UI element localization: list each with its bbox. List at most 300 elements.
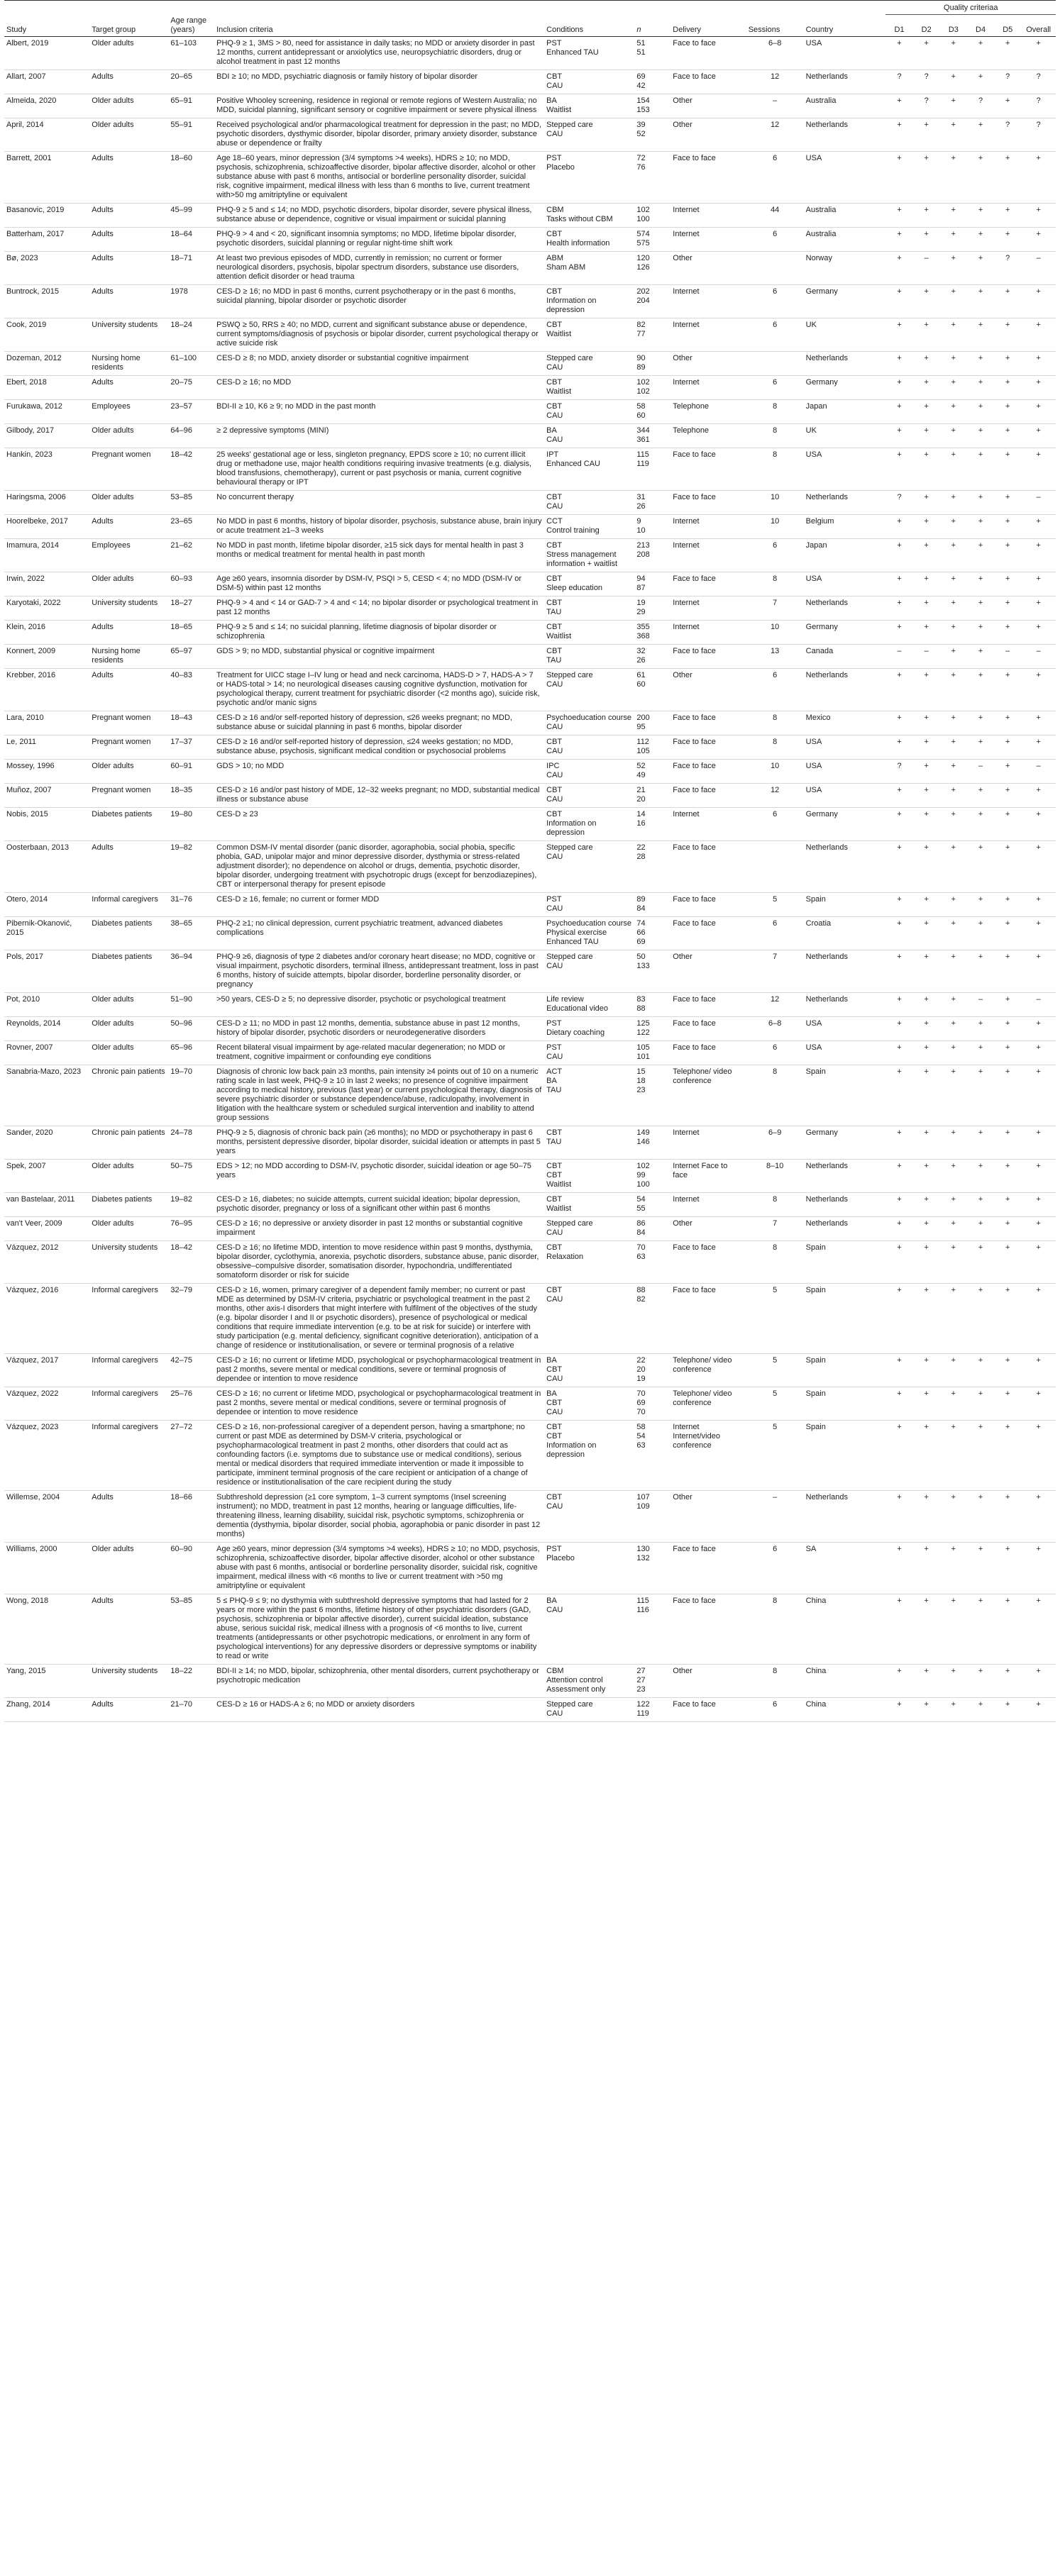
inclusion-criteria-cell: Subthreshold depression (≥1 core symptom, 1–3 current symptoms (Insel screening instrument); no MDD, treatment in past 12 months, hearing or language difficulties, life-threatening illness, learning disability, suicidal risk, psychotic symptoms, schizophrenia or dementia (dysthymia, bipolar disorder, social phobia, agoraphobia or panic disorder in past 12 months) — [214, 1490, 544, 1542]
quality-d3-cell: + — [940, 1490, 967, 1542]
delivery-cell: Telephone/ video conference — [670, 1353, 746, 1387]
age-range-cell: 18–42 — [168, 1240, 214, 1283]
study-cell: Mossey, 1996 — [4, 759, 89, 783]
conditions-cell — [544, 1594, 634, 1664]
condition-item: Stepped care — [546, 353, 593, 362]
age-range-cell: 40–83 — [168, 668, 214, 711]
target-group-cell: Adults — [89, 227, 168, 251]
delivery-cell: Internet — [670, 1126, 746, 1159]
n-value: 87 — [636, 583, 646, 592]
target-group-cell: Informal caregivers — [89, 1420, 168, 1490]
study-cell: Williams, 2000 — [4, 1542, 89, 1594]
quality-d1-cell: + — [885, 36, 912, 70]
target-group-cell: Employees — [89, 399, 168, 423]
conditions-cell — [544, 70, 634, 94]
condition-item: PST — [546, 894, 562, 904]
condition-item: CAU — [546, 722, 563, 731]
quality-overall-cell: ? — [1021, 94, 1056, 118]
n-cell — [634, 251, 670, 284]
target-group-cell: Older adults — [89, 572, 168, 596]
n-value: 58 — [636, 401, 646, 411]
age-range-cell: 61–103 — [168, 36, 214, 70]
age-range-cell: 19–82 — [168, 1192, 214, 1216]
n-value: 39 — [636, 120, 646, 129]
n-value: 32 — [636, 646, 646, 655]
inclusion-criteria-cell: Recent bilateral visual impairment by age-related macular degeneration; no MDD or treatment, cognitive impairment or confounding eye conditions — [214, 1040, 544, 1065]
study-cell: Buntrock, 2015 — [4, 284, 89, 318]
study-cell: Vázquez, 2022 — [4, 1387, 89, 1420]
inclusion-criteria-cell: PSWQ ≥ 50, RRS ≥ 40; no MDD, current and significant substance abuse or dependence, current symptoms/diagnosis of psychosis or bipolar disorder, current psychological therapy or active suicide risk — [214, 318, 544, 351]
target-group-cell: Older adults — [89, 423, 168, 448]
delivery-cell: Other — [670, 1664, 746, 1697]
age-range-cell: 25–76 — [168, 1387, 214, 1420]
age-range-cell: 19–80 — [168, 807, 214, 840]
n-value: 120 — [636, 253, 650, 262]
conditions-cell — [544, 572, 634, 596]
n-cell — [634, 992, 670, 1016]
n-value: 122 — [636, 1699, 650, 1709]
sessions-cell: 6 — [746, 318, 804, 351]
age-range-cell: 38–65 — [168, 916, 214, 950]
quality-d2-cell: + — [913, 284, 940, 318]
conditions-cell — [544, 490, 634, 514]
condition-item: CBM — [546, 205, 564, 214]
header-spacer — [4, 1, 885, 15]
quality-d4-cell: + — [967, 644, 994, 668]
quality-d1-cell: + — [885, 1353, 912, 1387]
inclusion-criteria-cell: 5 ≤ PHQ-9 ≤ 9; no dysthymia with subthreshold depressive symptoms that had lasted for 2 years or more within the past 6 months, lifetime history of other psychiatric disorders (GAD, psychosis, schizophrenia or bipolar affective disorder), current suicidal ideation, substance abuse, serious suicidal risk, medical illness with a prognosis of <6 months to live, current treatments (antidepressants or other psychotropic medications, or enrolment in any form of psychological interventions) for any depressive disorders or depressive symptoms or inability to read or write — [214, 1594, 544, 1664]
quality-d5-cell: + — [994, 284, 1021, 318]
quality-overall-cell: ? — [1021, 118, 1056, 151]
table-row — [4, 596, 1056, 620]
quality-d5-cell: + — [994, 1697, 1021, 1721]
quality-d5-cell: + — [994, 1240, 1021, 1283]
study-cell: Haringsma, 2006 — [4, 490, 89, 514]
inclusion-criteria-cell: PHQ-2 ≥1; no clinical depression, current psychiatric treatment, advanced diabetes complications — [214, 916, 544, 950]
target-group-cell: Diabetes patients — [89, 1192, 168, 1216]
quality-d2-cell: + — [913, 783, 940, 807]
condition-item: CBT — [546, 1431, 563, 1440]
age-range-cell: 18–71 — [168, 251, 214, 284]
condition-item: CBT — [546, 1161, 563, 1170]
n-value: 22 — [636, 843, 646, 852]
conditions-cell — [544, 783, 634, 807]
quality-d5-cell: + — [994, 151, 1021, 203]
n-value: 126 — [636, 262, 650, 272]
quality-d1-cell: + — [885, 892, 912, 916]
col-inclusion-criteria: Inclusion criteria — [214, 15, 544, 37]
sessions-cell: 8–10 — [746, 1159, 804, 1192]
inclusion-criteria-cell: Age ≥60 years, insomnia disorder by DSM-IV, PSQI > 5, CESD < 4; no MDD (DSM-IV or DSM-5) within past 12 months — [214, 572, 544, 596]
n-value: 102 — [636, 377, 650, 387]
study-cell: Wong, 2018 — [4, 1594, 89, 1664]
sessions-cell — [746, 251, 804, 284]
quality-overall-cell: + — [1021, 1040, 1056, 1065]
quality-d4-cell: + — [967, 840, 994, 892]
n-value: 84 — [636, 904, 646, 913]
quality-d2-cell: ? — [913, 94, 940, 118]
quality-d5-cell: + — [994, 1353, 1021, 1387]
n-value: 20 — [636, 794, 646, 804]
quality-overall-cell: + — [1021, 1016, 1056, 1040]
conditions-cell — [544, 892, 634, 916]
target-group-cell: Adults — [89, 1594, 168, 1664]
study-cell: Nobis, 2015 — [4, 807, 89, 840]
table-row — [4, 1192, 1056, 1216]
quality-d5-cell: + — [994, 1490, 1021, 1542]
n-value: 20 — [636, 1365, 646, 1374]
inclusion-criteria-cell: Treatment for UICC stage I–IV lung or head and neck carcinoma, HADS-D > 7, HADS-A > 7 or HADS-total > 14; no neurological diseases causing cognitive dysfunction, motivation for psychological therapy, current treatment for psychiatric disorder (<2 months ago), suicide risk, psychotic and/or manic signs — [214, 668, 544, 711]
sessions-cell: 6–8 — [746, 1016, 804, 1040]
study-cell: Lara, 2010 — [4, 711, 89, 735]
conditions-cell — [544, 423, 634, 448]
conditions-cell — [544, 118, 634, 151]
quality-d3-cell: + — [940, 36, 967, 70]
quality-overall-cell: – — [1021, 992, 1056, 1016]
delivery-cell: Other — [670, 668, 746, 711]
n-cell — [634, 36, 670, 70]
col-d3: D3 — [940, 15, 967, 37]
target-group-cell: Nursing home residents — [89, 351, 168, 375]
quality-d4-cell: ? — [967, 94, 994, 118]
delivery-cell: Internet — [670, 514, 746, 538]
inclusion-criteria-cell: CES-D ≥ 16 and/or self-reported history of depression, ≤24 weeks gestation; no MDD, substance abuse, psychosis, significant medical condition or psychosocial problems — [214, 735, 544, 759]
country-cell: Germany — [804, 1126, 886, 1159]
inclusion-criteria-cell: EDS > 12; no MDD according to DSM-IV, psychotic disorder, suicidal ideation or age 50–75 years — [214, 1159, 544, 1192]
study-cell: Karyotaki, 2022 — [4, 596, 89, 620]
age-range-cell: 18–22 — [168, 1664, 214, 1697]
table-row — [4, 1664, 1056, 1697]
condition-item: CAU — [546, 746, 563, 755]
target-group-cell: Adults — [89, 70, 168, 94]
inclusion-criteria-cell: CES-D ≥ 16, women, primary caregiver of a dependent family member; no current or past MDE as determined by DSM-IV criteria, psychiatric or psychological treatment in the past 2 months, other axis-I disorders that might interfere with fulfilment of the objectives of the study (e.g. bipolar disorder I and II or psychotic disorders), presence of psychological or medical conditions that require immediate intervention (e.g. to be at risk for suicide) or interfere with study participation (e.g. mental deficiency, significant cognitive deterioration), anticipation of a change of residence or institutionalisation, or severe or terminal prognosis of a relative — [214, 1283, 544, 1353]
n-value: 82 — [636, 320, 646, 329]
quality-criteria-header: Quality criteriaa — [885, 1, 1056, 15]
conditions-cell — [544, 284, 634, 318]
conditions-cell — [544, 1159, 634, 1192]
quality-d2-cell: + — [913, 1697, 940, 1721]
n-value: 72 — [636, 153, 646, 162]
study-cell: Sander, 2020 — [4, 1126, 89, 1159]
inclusion-criteria-cell: PHQ-9 > 4 and < 20, significant insomnia symptoms; no MDD, lifetime bipolar disorder, psychotic disorders, suicidal planning or regular night-time shift work — [214, 227, 544, 251]
study-cell: Barrett, 2001 — [4, 151, 89, 203]
delivery-cell: Other — [670, 950, 746, 992]
quality-d1-cell: + — [885, 840, 912, 892]
table-row — [4, 992, 1056, 1016]
condition-item: PST — [546, 1043, 562, 1052]
age-range-cell: 42–75 — [168, 1353, 214, 1387]
age-range-cell: 36–94 — [168, 950, 214, 992]
delivery-cell: Other — [670, 1216, 746, 1240]
study-cell: Cook, 2019 — [4, 318, 89, 351]
quality-d2-cell: + — [913, 1542, 940, 1594]
quality-d5-cell: + — [994, 94, 1021, 118]
age-range-cell: 21–62 — [168, 538, 214, 572]
country-cell: Germany — [804, 807, 886, 840]
quality-d2-cell: + — [913, 36, 940, 70]
quality-d2-cell: + — [913, 840, 940, 892]
quality-d3-cell: + — [940, 1216, 967, 1240]
inclusion-criteria-cell: GDS > 9; no MDD, substantial physical or cognitive impairment — [214, 644, 544, 668]
delivery-cell: Internet Internet/video conference — [670, 1420, 746, 1490]
quality-d1-cell: + — [885, 227, 912, 251]
quality-d1-cell: ? — [885, 759, 912, 783]
condition-item: Waitlist — [546, 631, 572, 640]
condition-item: Physical exercise — [546, 928, 607, 937]
quality-d1-cell: + — [885, 514, 912, 538]
quality-d1-cell: + — [885, 620, 912, 644]
quality-d5-cell: + — [994, 1542, 1021, 1594]
n-value: 119 — [636, 1709, 649, 1718]
n-value: 125 — [636, 1018, 650, 1028]
study-cell: Basanovic, 2019 — [4, 203, 89, 227]
quality-d2-cell: + — [913, 423, 940, 448]
sessions-cell: 8 — [746, 1240, 804, 1283]
quality-d3-cell: + — [940, 399, 967, 423]
quality-overall-cell: + — [1021, 1216, 1056, 1240]
country-cell: Canada — [804, 644, 886, 668]
condition-item: BA — [546, 1076, 557, 1085]
delivery-cell: Internet — [670, 596, 746, 620]
country-cell: Netherlands — [804, 950, 886, 992]
n-value: 574 — [636, 229, 650, 238]
sessions-cell: 8 — [746, 572, 804, 596]
table-row — [4, 840, 1056, 892]
condition-item: CAU — [546, 1374, 563, 1383]
country-cell: Australia — [804, 94, 886, 118]
age-range-cell: 60–91 — [168, 759, 214, 783]
quality-d1-cell: + — [885, 807, 912, 840]
condition-item: CBT — [546, 622, 563, 631]
n-value: 102 — [636, 387, 650, 396]
age-range-cell: 64–96 — [168, 423, 214, 448]
n-value: 105 — [636, 746, 650, 755]
condition-item: Stepped care — [546, 843, 593, 852]
quality-d2-cell: + — [913, 1126, 940, 1159]
quality-overall-cell: + — [1021, 351, 1056, 375]
quality-overall-cell: + — [1021, 203, 1056, 227]
conditions-cell — [544, 1065, 634, 1126]
condition-item: CAU — [546, 852, 563, 861]
n-value: 15 — [636, 1067, 646, 1076]
n-value: 355 — [636, 622, 650, 631]
country-cell: Netherlands — [804, 118, 886, 151]
n-value: 202 — [636, 287, 650, 296]
delivery-cell: Other — [670, 351, 746, 375]
condition-item: CBT — [546, 646, 563, 655]
quality-overall-cell: + — [1021, 840, 1056, 892]
inclusion-criteria-cell: CES-D ≥ 16 and/or past history of MDE, 12–32 weeks pregnant; no MDD, substantial medical illness or substance abuse — [214, 783, 544, 807]
n-cell — [634, 1159, 670, 1192]
sessions-cell: 6 — [746, 1697, 804, 1721]
quality-overall-cell: + — [1021, 950, 1056, 992]
table-row — [4, 1490, 1056, 1542]
table-row — [4, 783, 1056, 807]
n-value: 9 — [636, 516, 641, 526]
quality-overall-cell: + — [1021, 572, 1056, 596]
age-range-cell: 23–65 — [168, 514, 214, 538]
condition-item: CAU — [546, 129, 563, 138]
condition-item: CAU — [546, 1052, 563, 1061]
age-range-cell: 18–42 — [168, 448, 214, 490]
quality-d3-cell: + — [940, 1664, 967, 1697]
quality-d3-cell: + — [940, 318, 967, 351]
n-value: 26 — [636, 501, 646, 511]
n-value: 133 — [636, 961, 650, 970]
quality-overall-cell: ? — [1021, 70, 1056, 94]
quality-d1-cell: + — [885, 1594, 912, 1664]
table-row — [4, 375, 1056, 399]
study-cell: Pibernik-Okanović, 2015 — [4, 916, 89, 950]
col-sessions: Sessions — [746, 15, 804, 37]
country-cell: Mexico — [804, 711, 886, 735]
quality-d5-cell: + — [994, 351, 1021, 375]
sessions-cell: 6 — [746, 916, 804, 950]
quality-d4-cell: + — [967, 572, 994, 596]
quality-overall-cell: + — [1021, 375, 1056, 399]
inclusion-criteria-cell: CES-D ≥ 16; no MDD in past 6 months, current psychotherapy or in the past 6 months, suicidal planning, bipolar disorder or psychotic disorder — [214, 284, 544, 318]
quality-d5-cell: ? — [994, 118, 1021, 151]
table-row — [4, 1216, 1056, 1240]
quality-d2-cell: ? — [913, 70, 940, 94]
age-range-cell: 18–64 — [168, 227, 214, 251]
quality-d1-cell: + — [885, 668, 912, 711]
n-value: 213 — [636, 540, 650, 550]
quality-d3-cell: + — [940, 94, 967, 118]
n-cell — [634, 840, 670, 892]
quality-d1-cell: + — [885, 735, 912, 759]
quality-d1-cell: – — [885, 644, 912, 668]
n-cell — [634, 399, 670, 423]
condition-item: CBT — [546, 1492, 563, 1501]
condition-item: Sham ABM — [546, 262, 586, 272]
target-group-cell: Chronic pain patients — [89, 1065, 168, 1126]
condition-item: CAU — [546, 362, 563, 372]
quality-d2-cell: + — [913, 1420, 940, 1490]
age-range-cell: 20–65 — [168, 70, 214, 94]
n-cell — [634, 892, 670, 916]
quality-d3-cell: + — [940, 735, 967, 759]
quality-d3-cell: + — [940, 448, 967, 490]
table-row — [4, 94, 1056, 118]
n-cell — [634, 1594, 670, 1664]
condition-item: Psychoeducation course — [546, 713, 632, 722]
delivery-cell: Face to face — [670, 783, 746, 807]
condition-item: BA — [546, 426, 557, 435]
condition-item: Enhanced CAU — [546, 459, 600, 468]
n-value: 52 — [636, 129, 646, 138]
age-range-cell: 18–66 — [168, 1490, 214, 1542]
quality-d4-cell: + — [967, 1126, 994, 1159]
study-cell: Vázquez, 2012 — [4, 1240, 89, 1283]
quality-d3-cell: + — [940, 711, 967, 735]
conditions-cell — [544, 251, 634, 284]
country-cell: Australia — [804, 203, 886, 227]
condition-item: Information on depression — [546, 1440, 597, 1459]
conditions-cell — [544, 644, 634, 668]
n-value: 27 — [636, 1666, 646, 1675]
quality-d1-cell: + — [885, 251, 912, 284]
study-cell: Irwin, 2022 — [4, 572, 89, 596]
inclusion-criteria-cell: PHQ-9 > 4 and < 14 or GAD-7 > 4 and < 14; no bipolar disorder or psychological treatment in past 12 months — [214, 596, 544, 620]
quality-d5-cell: + — [994, 1040, 1021, 1065]
n-cell — [634, 151, 670, 203]
delivery-cell: Internet — [670, 227, 746, 251]
condition-item: CBT — [546, 72, 563, 81]
n-value: 82 — [636, 1294, 646, 1304]
table-row — [4, 227, 1056, 251]
sessions-cell: 7 — [746, 950, 804, 992]
sessions-cell: 12 — [746, 118, 804, 151]
condition-item: CBT — [546, 401, 563, 411]
quality-d5-cell: + — [994, 1387, 1021, 1420]
n-value: 55 — [636, 1204, 646, 1213]
quality-d1-cell: + — [885, 1240, 912, 1283]
n-cell — [634, 423, 670, 448]
quality-d1-cell: + — [885, 399, 912, 423]
quality-d4-cell: + — [967, 1192, 994, 1216]
inclusion-criteria-cell: ≥ 2 depressive symptoms (MINI) — [214, 423, 544, 448]
country-cell: USA — [804, 1016, 886, 1040]
n-cell — [634, 1420, 670, 1490]
quality-overall-cell: + — [1021, 668, 1056, 711]
quality-d2-cell: + — [913, 1240, 940, 1283]
condition-item: CBT — [546, 737, 563, 746]
conditions-cell — [544, 1697, 634, 1721]
n-value: 86 — [636, 1218, 646, 1228]
quality-overall-cell: + — [1021, 916, 1056, 950]
target-group-cell: Older adults — [89, 1016, 168, 1040]
n-value: 149 — [636, 1128, 650, 1137]
delivery-cell: Face to face — [670, 644, 746, 668]
n-value: 101 — [636, 1052, 650, 1061]
sessions-cell: 8 — [746, 1594, 804, 1664]
sessions-cell: 10 — [746, 620, 804, 644]
quality-d2-cell: + — [913, 448, 940, 490]
n-value: 344 — [636, 426, 650, 435]
condition-item: CBT — [546, 1243, 563, 1252]
n-cell — [634, 1542, 670, 1594]
quality-d4-cell: + — [967, 151, 994, 203]
n-cell — [634, 70, 670, 94]
quality-d3-cell: + — [940, 514, 967, 538]
conditions-cell — [544, 1420, 634, 1490]
condition-item: CAU — [546, 1228, 563, 1237]
quality-d4-cell: + — [967, 1387, 994, 1420]
quality-overall-cell: + — [1021, 807, 1056, 840]
condition-item: CAU — [546, 770, 563, 779]
conditions-cell — [544, 375, 634, 399]
table-row — [4, 351, 1056, 375]
quality-d5-cell: + — [994, 1420, 1021, 1490]
table-row — [4, 318, 1056, 351]
quality-d5-cell: + — [994, 840, 1021, 892]
quality-d5-cell: + — [994, 711, 1021, 735]
country-cell: Netherlands — [804, 668, 886, 711]
quality-d5-cell: ? — [994, 70, 1021, 94]
n-cell — [634, 735, 670, 759]
quality-d2-cell: + — [913, 1192, 940, 1216]
quality-overall-cell: + — [1021, 538, 1056, 572]
n-value: 51 — [636, 38, 646, 48]
target-group-cell: Adults — [89, 375, 168, 399]
n-cell — [634, 351, 670, 375]
quality-overall-cell: + — [1021, 423, 1056, 448]
table-row — [4, 423, 1056, 448]
table-row — [4, 118, 1056, 151]
quality-d3-cell: + — [940, 807, 967, 840]
quality-overall-cell: + — [1021, 596, 1056, 620]
